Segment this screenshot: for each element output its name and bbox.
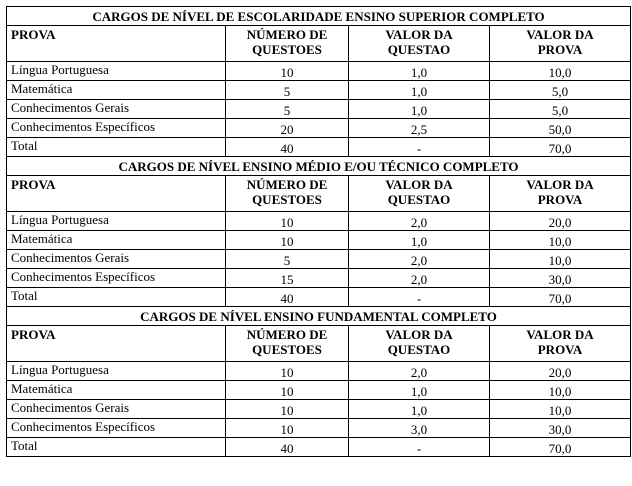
cell-valor-questao: 1,0 xyxy=(349,381,490,400)
table-row xyxy=(7,362,631,381)
cell-valor-prova: 10,0 xyxy=(490,381,631,400)
cell-valor-prova: 10,0 xyxy=(490,250,631,269)
table-row xyxy=(7,62,631,81)
cell-valor-questao: - xyxy=(349,438,490,457)
cell-valor-prova: 70,0 xyxy=(490,288,631,307)
table-row xyxy=(7,119,631,138)
header-row xyxy=(7,326,631,362)
header-valor-questao xyxy=(349,326,490,362)
header-valor-prova-line1: VALOR DA xyxy=(526,27,594,42)
header-numero xyxy=(226,326,349,362)
header-prova: PROVA xyxy=(7,176,226,212)
exam-table xyxy=(6,6,631,457)
cell-prova: Conhecimentos Específicos xyxy=(7,419,226,438)
header-valor-prova-line1: VALOR DA xyxy=(526,327,594,342)
cell-prova: Língua Portuguesa xyxy=(7,212,226,231)
cell-prova: Conhecimentos Específicos xyxy=(7,269,226,288)
cell-valor-questao: 2,0 xyxy=(349,269,490,288)
cell-valor-questao: 1,0 xyxy=(349,400,490,419)
header-valor-questao-line2: QUESTAO xyxy=(387,342,451,357)
table-row xyxy=(7,269,631,288)
cell-prova: Língua Portuguesa xyxy=(7,62,226,81)
header-prova: PROVA xyxy=(7,26,226,62)
cell-valor-prova: 70,0 xyxy=(490,138,631,157)
cell-valor-questao: 1,0 xyxy=(349,231,490,250)
cell-valor-prova: 5,0 xyxy=(490,100,631,119)
cell-valor-questao: 1,0 xyxy=(349,62,490,81)
header-numero-line2: QUESTOES xyxy=(252,342,322,357)
header-valor-questao-line2: QUESTAO xyxy=(387,192,451,207)
cell-prova: Total xyxy=(7,138,226,157)
cell-valor-questao: 1,0 xyxy=(349,100,490,119)
cell-valor-questao: 3,0 xyxy=(349,419,490,438)
section-title: CARGOS DE NÍVEL ENSINO FUNDAMENTAL COMPLETO xyxy=(7,307,631,326)
cell-valor-questao: 2,0 xyxy=(349,212,490,231)
cell-valor-prova: 5,0 xyxy=(490,81,631,100)
cell-prova: Total xyxy=(7,438,226,457)
cell-valor-questao: 2,0 xyxy=(349,250,490,269)
cell-valor-prova: 10,0 xyxy=(490,231,631,250)
cell-numero: 15 xyxy=(226,269,349,288)
cell-prova: Matemática xyxy=(7,231,226,250)
table-row xyxy=(7,231,631,250)
header-valor-prova xyxy=(490,176,631,212)
total-row xyxy=(7,438,631,457)
cell-prova: Conhecimentos Gerais xyxy=(7,100,226,119)
header-numero-line2: QUESTOES xyxy=(252,42,322,57)
cell-prova: Conhecimentos Gerais xyxy=(7,400,226,419)
section-title: CARGOS DE NÍVEL DE ESCOLARIDADE ENSINO SUPERIOR COMPLETO xyxy=(7,7,631,26)
cell-valor-questao: 2,5 xyxy=(349,119,490,138)
cell-valor-questao: - xyxy=(349,138,490,157)
header-prova: PROVA xyxy=(7,326,226,362)
table-row xyxy=(7,212,631,231)
exam-table-body xyxy=(7,7,631,457)
cell-valor-prova: 10,0 xyxy=(490,62,631,81)
cell-prova: Conhecimentos Específicos xyxy=(7,119,226,138)
cell-valor-prova: 30,0 xyxy=(490,269,631,288)
cell-prova: Matemática xyxy=(7,381,226,400)
cell-numero: 10 xyxy=(226,381,349,400)
header-valor-prova xyxy=(490,326,631,362)
table-row xyxy=(7,381,631,400)
section-title-row xyxy=(7,7,631,26)
cell-numero: 40 xyxy=(226,288,349,307)
cell-valor-prova: 30,0 xyxy=(490,419,631,438)
cell-numero: 5 xyxy=(226,81,349,100)
section-title-row xyxy=(7,307,631,326)
cell-numero: 10 xyxy=(226,212,349,231)
section-title-row xyxy=(7,157,631,176)
cell-valor-prova: 50,0 xyxy=(490,119,631,138)
header-valor-prova xyxy=(490,26,631,62)
header-numero-line1: NÚMERO DE xyxy=(246,27,328,42)
cell-valor-questao: - xyxy=(349,288,490,307)
cell-valor-prova: 20,0 xyxy=(490,362,631,381)
cell-numero: 40 xyxy=(226,138,349,157)
header-numero xyxy=(226,176,349,212)
section-title: CARGOS DE NÍVEL ENSINO MÉDIO E/OU TÉCNICO COMPLETO xyxy=(7,157,631,176)
cell-numero: 10 xyxy=(226,62,349,81)
header-valor-questao xyxy=(349,26,490,62)
cell-prova: Conhecimentos Gerais xyxy=(7,250,226,269)
header-valor-prova-line2: PROVA xyxy=(537,42,583,57)
header-row xyxy=(7,26,631,62)
total-row xyxy=(7,288,631,307)
header-valor-questao-line2: QUESTAO xyxy=(387,42,451,57)
header-numero-line1: NÚMERO DE xyxy=(246,327,328,342)
header-row xyxy=(7,176,631,212)
cell-numero: 10 xyxy=(226,362,349,381)
cell-valor-questao: 1,0 xyxy=(349,81,490,100)
table-row xyxy=(7,400,631,419)
cell-numero: 10 xyxy=(226,400,349,419)
header-valor-questao-line1: VALOR DA xyxy=(385,177,453,192)
table-row xyxy=(7,419,631,438)
cell-numero: 40 xyxy=(226,438,349,457)
header-valor-prova-line1: VALOR DA xyxy=(526,177,594,192)
table-row xyxy=(7,100,631,119)
table-row xyxy=(7,81,631,100)
cell-prova: Total xyxy=(7,288,226,307)
cell-numero: 10 xyxy=(226,419,349,438)
cell-prova: Língua Portuguesa xyxy=(7,362,226,381)
total-row xyxy=(7,138,631,157)
table-row xyxy=(7,250,631,269)
cell-prova: Matemática xyxy=(7,81,226,100)
cell-valor-prova: 10,0 xyxy=(490,400,631,419)
cell-valor-prova: 20,0 xyxy=(490,212,631,231)
cell-numero: 5 xyxy=(226,250,349,269)
header-valor-prova-line2: PROVA xyxy=(537,342,583,357)
cell-numero: 20 xyxy=(226,119,349,138)
header-numero-line1: NÚMERO DE xyxy=(246,177,328,192)
cell-numero: 10 xyxy=(226,231,349,250)
cell-valor-prova: 70,0 xyxy=(490,438,631,457)
document-page xyxy=(6,6,630,457)
header-valor-questao xyxy=(349,176,490,212)
header-numero-line2: QUESTOES xyxy=(252,192,322,207)
cell-numero: 5 xyxy=(226,100,349,119)
cell-valor-questao: 2,0 xyxy=(349,362,490,381)
header-valor-questao-line1: VALOR DA xyxy=(385,327,453,342)
header-numero xyxy=(226,26,349,62)
header-valor-prova-line2: PROVA xyxy=(537,192,583,207)
header-valor-questao-line1: VALOR DA xyxy=(385,27,453,42)
